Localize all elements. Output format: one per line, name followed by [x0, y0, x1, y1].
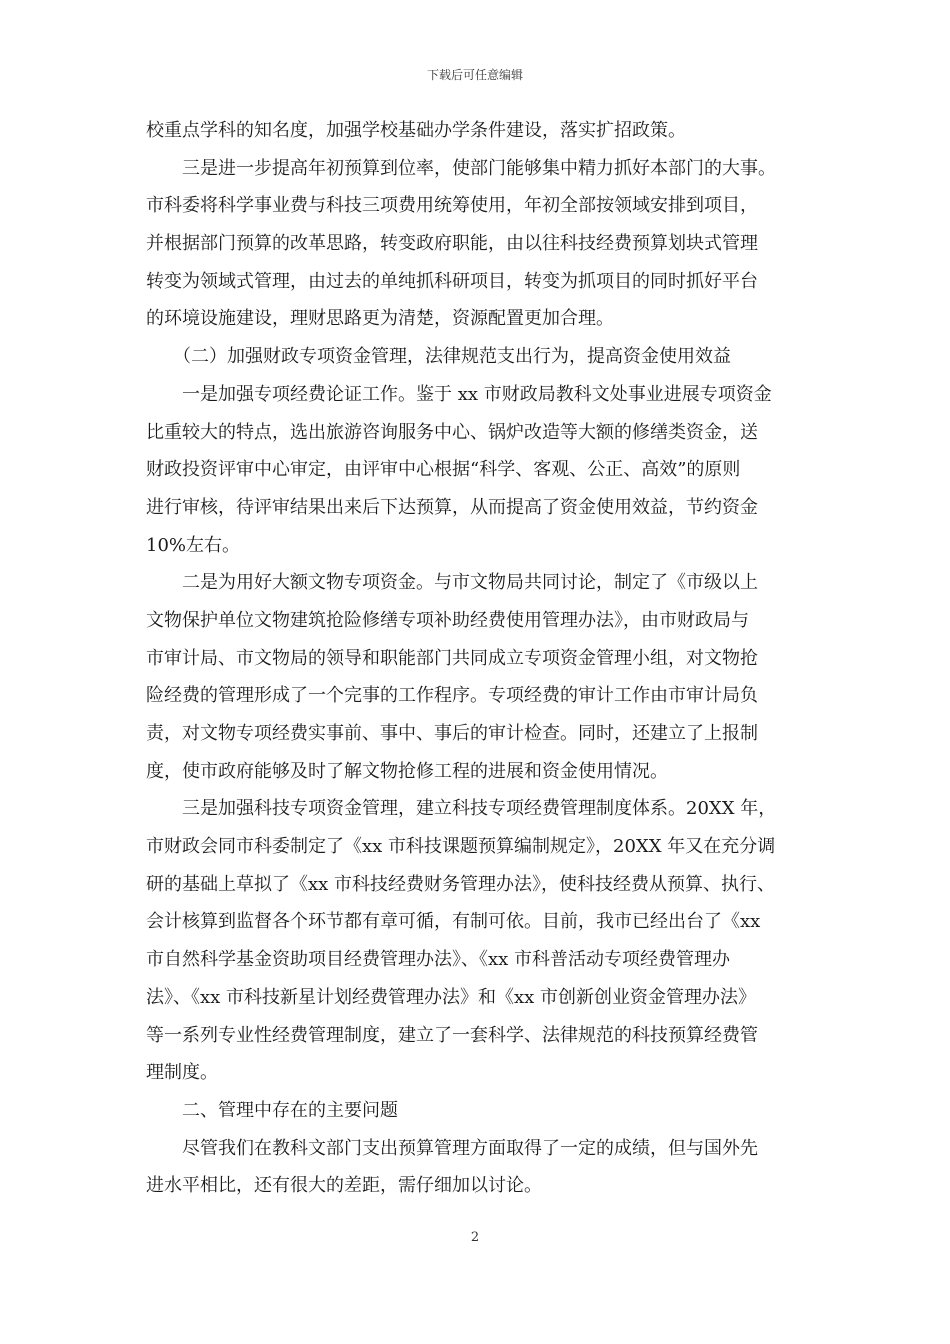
text-line: 市自然科学基金资助项目经费管理办法》、《xx 市科普活动专项经费管理办 [146, 949, 731, 971]
text-line: 10%左右。 [146, 534, 241, 556]
text-line: 进行审核，待评审结果出来后下达预算，从而提高了资金使用效益，节约资金 [146, 496, 758, 518]
text-line: 责，对文物专项经费实事前、事中、事后的审计检查。同时，还建立了上报制 [146, 723, 758, 744]
text-line: 理制度。 [146, 1062, 218, 1084]
page-number: 2 [470, 1230, 480, 1245]
text-line: 会计核算到监督各个环节都有章可循，有制可依。目前，我市已经出台了《xx [146, 911, 761, 933]
text-line: 法》、《xx 市科技新星计划经费管理办法》和《xx 市创新创业资金管理办法》 [146, 986, 757, 1008]
text-line: 险经费的管理形成了一个完事的工作程序。专项经费的审计工作由市审计局负 [146, 685, 758, 707]
text-line: 文物保护单位文物建筑抢险修缮专项补助经费使用管理办法》，由市财政局与 [146, 609, 749, 631]
section-heading: 二、管理中存在的主要问题 [146, 1099, 398, 1121]
text-line: 的环境设施建设，理财思路更为清楚，资源配置更加合理。 [146, 308, 614, 330]
text-line: 一是加强专项经费论证工作。鉴于 xx 市财政局教科文处事业进展专项资金 [146, 383, 772, 405]
text-line: 市审计局、市文物局的领导和职能部门共同成立专项资金管理小组，对文物抢 [146, 647, 758, 669]
text-line: 并根据部门预算的改革思路，转变政府职能，由以往科技经费预算划块式管理 [146, 233, 758, 255]
text-line: 转变为领域式管理，由过去的单纯抓科研项目，转变为抓项目的同时抓好平台 [146, 270, 758, 292]
text-line: 校重点学科的知名度，加强学校基础办学条件建设，落实扩招政策。 [146, 120, 686, 141]
text-line: 度，使市政府能够及时了解文物抢修工程的进展和资金使用情况。 [146, 760, 668, 782]
text-line: 二是为用好大额文物专项资金。与市文物局共同讨论，制定了《市级以上 [146, 572, 758, 594]
text-line: 市财政会同市科委制定了《xx 市科技课题预算编制规定》，20XX 年又在充分调 [146, 836, 776, 858]
text-line: 研的基础上草拟了《xx 市科技经费财务管理办法》，使科技经费从预算、执行、 [146, 873, 776, 895]
text-line: 财政投资评审中心审定，由评审中心根据“科学、客观、公正、高效”的原则 [146, 459, 741, 481]
text-line: 三是加强科技专项资金管理，建立科技专项经费管理制度体系。20XX 年， [146, 798, 777, 820]
body-text [146, 112, 806, 1205]
page-header: 下载后可任意编辑 [426, 68, 523, 82]
text-line: 进水平相比，还有很大的差距，需仔细加以讨论。 [146, 1175, 542, 1197]
text-line: 三是进一步提高年初预算到位率，使部门能够集中精力抓好本部门的大事。 [146, 157, 776, 179]
text-line: 等一系列专业性经费管理制度，建立了一套科学、法律规范的科技预算经费管 [146, 1024, 758, 1046]
text-line: 市科委将科学事业费与科技三项费用统筹使用，年初全部按领域安排到项目， [146, 195, 758, 217]
text-line: 尽管我们在教科文部门支出预算管理方面取得了一定的成绩，但与国外先 [146, 1137, 758, 1159]
text-line: 比重较大的特点，选出旅游咨询服务中心、锅炉改造等大额的修缮类资金，送 [146, 421, 758, 443]
section-heading: （二）加强财政专项资金管理，法律规范支出行为，提高资金使用效益 [146, 346, 731, 368]
